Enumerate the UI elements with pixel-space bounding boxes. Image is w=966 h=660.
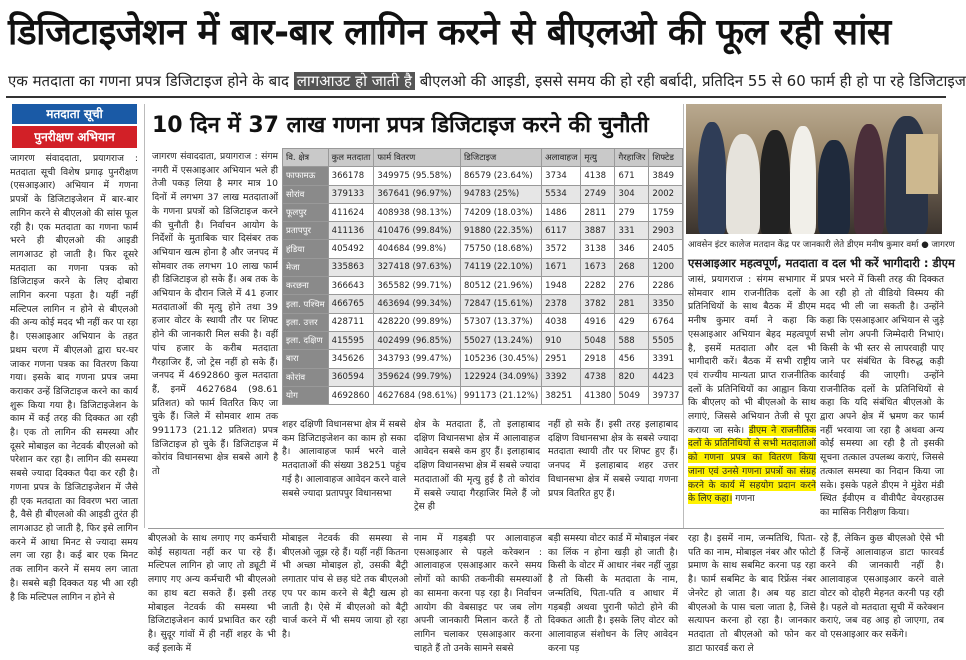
article-column-5-text: नहीं हो सके हैं। इसी तरह इलाहाबाद दक्षिण विधानसभा क्षेत्र के सबसे ज्यादा मतदाता स्थायी तौर पर शिफ्ट हुए हैं। जनपद में इलाहाबाद शहर उत्तर विधानसभा क्षेत्र में सबसे ज्यादा गणना प्रपत्र वितरित हुए हैं। xyxy=(548,419,678,499)
bottom-column-3-text: नाम में गड़बड़ी पर आलावाहज एसआइआर से पहले करेक्शन : आलावाहज एसआइआर करने समय लोगों को काफी तकनीकी समस्याओं का सामना करना पड़ रहा है। निर्वाचन आयोग की वेबसाइट पर जब लोग अपनी जानकारी मिलान करते हैं तो लागिन चलाकर एसआइआर करना चाहते हैं तो उनके सामने सबसे xyxy=(414,533,542,654)
table-cell: 366178 xyxy=(328,167,374,185)
constituency-name-cell: इला. दक्षिण xyxy=(283,331,329,349)
table-cell: 3887 xyxy=(581,222,615,240)
table-header-row xyxy=(283,149,683,167)
table-row xyxy=(283,313,683,331)
table-row xyxy=(283,331,683,349)
table-cell: 2951 xyxy=(542,350,581,368)
article-column-3-text: शहर दक्षिणी विधानसभा क्षेत्र में सबसे कम डिजिटाइजेशन का काम हो सका है। आलावाहज फार्म भरने वाले मतदाताओं की संख्या 38251 पहुंच गई है। आलावाहज आवेदन करने वाले सबसे ज्यादा प्रतापपुर विधानसभा xyxy=(282,419,406,499)
header-rule xyxy=(6,96,946,98)
table-cell: 5534 xyxy=(542,185,581,203)
article-column-3 xyxy=(282,418,406,526)
table-cell: 345626 xyxy=(328,350,374,368)
table-cell: 429 xyxy=(615,313,649,331)
table-cell: 991173 (21.12%) xyxy=(460,386,541,404)
section-tag-voter-list: मतदाता सूची xyxy=(12,104,137,124)
table-cell: 327418 (97.63%) xyxy=(374,258,461,276)
table-cell: 57307 (13.37%) xyxy=(460,313,541,331)
constituency-name-cell: करछना xyxy=(283,277,329,295)
table-cell: 1671 xyxy=(542,258,581,276)
table-cell: 415595 xyxy=(328,331,374,349)
table-cell: 3572 xyxy=(542,240,581,258)
constituency-name-cell: हंडिया xyxy=(283,240,329,258)
table-cell: 38251 xyxy=(542,386,581,404)
bottom-column-2-text: मोबाइल नेटवर्क की समस्या से बीएलओ जूझ रहे हैं। यहीं नहीं कितना भी अच्छा मोबाइल हो, उसकी बैट्री लगातार पांच से छह घंटे तक बीएलओ एप पर काम करने से बैट्री खत्म हो जाती है। ऐसे में बीएलओ को बैट्री चार्ज करने में भी समय जाया हो रहा है। xyxy=(282,533,408,640)
table-cell: 80512 (21.96%) xyxy=(460,277,541,295)
table-cell: 820 xyxy=(615,368,649,386)
table-cell: 349975 (95.58%) xyxy=(374,167,461,185)
bottom-column-5 xyxy=(688,532,816,658)
table-body xyxy=(283,167,683,405)
table-cell: 74119 (22.10%) xyxy=(460,258,541,276)
table-cell: 1673 xyxy=(581,258,615,276)
bottom-column-6 xyxy=(820,532,944,658)
table-cell: 4627684 (98.61%) xyxy=(374,386,461,404)
constituency-name-cell: मेजा xyxy=(283,258,329,276)
article-column-1-continued xyxy=(10,528,138,658)
table-cell: 335863 xyxy=(328,258,374,276)
table-cell: 55027 (13.24%) xyxy=(460,331,541,349)
bottom-column-6-text: रहे हैं, लेकिन कुछ बीएलओ ऐसे भी हैं जिन्हें आलावाहज डाटा फारवर्ड करने की जानकारी नहीं है। आलावाहज एसआइआर करने वाले वोटर को दोहरी मेहनत करनी पड़ रही है। पहले वो मतदाता सूची में करेक्शन कराएं, जब वह आइ हो जाएगा, तब वो एसआइआर कर सकेंगे। xyxy=(820,533,944,640)
constituency-name-cell: योग xyxy=(283,386,329,404)
news-photo xyxy=(686,104,942,234)
table-cell: 2378 xyxy=(542,295,581,313)
table-header-cell: शिफ्टेड xyxy=(649,149,683,167)
table-cell: 2749 xyxy=(581,185,615,203)
table-cell: 105236 (30.45%) xyxy=(460,350,541,368)
table-cell: 346 xyxy=(615,240,649,258)
table-cell: 2286 xyxy=(649,277,683,295)
bottom-column-1-text: बीएलओ के साथ लगाए गए कर्मचारी कोई सहायता नहीं कर पा रहे हैं। मल्टिपल लागिन हो जाए तो ड्यूटी में लगाए गए अन्य कर्मचारी भी बीएलओ का हाथ बटा सकते हैं। इसी तरह मोबाइल नेटवर्क की समस्या भी डिजिटाइजेशन कार्य प्रभावित कर रही है। सुदूर गांवों में ही नहीं शहर के भी कई इलाके में xyxy=(148,533,276,654)
table-cell: 4738 xyxy=(581,368,615,386)
table-cell: 94783 (25%) xyxy=(460,185,541,203)
table-cell: 91880 (22.35%) xyxy=(460,222,541,240)
table-cell: 456 xyxy=(615,350,649,368)
table-cell: 360594 xyxy=(328,368,374,386)
table-header-cell: अलावाहज xyxy=(542,149,581,167)
table-cell: 463694 (99.34%) xyxy=(374,295,461,313)
table-header-cell: कुल मतदाता xyxy=(328,149,374,167)
article-column-2-text: जागरण संवाददाता, प्रयागराज : संगम नगरी में एसआइआर अभियान भले ही तेजी पकड़ लिया है मगर मात्र 10 दिनों में लगभग 37 लाख मतदाताओं के गणना प्रपत्रों को डिजिटाइज करने की चुनौती है। निर्वाचन आयोग के निर्देशों के मुताबिक चार दिसंबर तक अभियान खत्म होना है और जनपद में सोमवार तक लगभग 10 लाख फार्म ही डिजिटाइज हो सके हैं। अब तक के अभियान के दौरान जिले में 41 हजार मतदाताओं की मृत्यु होने तथा 39 हजार वोटर के स्थायी तौर पर शिफ्ट होने की जानकारी मिल सकी है। वहीं पांच हजार के करीब मतदाता गैरहाजिर हैं, जो ट्रेस नहीं हो सके हैं। जनपद में 4692860 कुल मतदाता हैं, इनमें 4627684 (98.61 प्रतिशत) को फार्म वितरित किए जा चुके हैं। जिले में सोमवार शाम तक 991173 (21.12 प्रतिशत) प्रपत्र डिजिटाइज हो चुके हैं। डिजिटाइज में कोरांव विधानसभा क्षेत्र सबसे आगे है तो xyxy=(152,151,278,478)
table-cell: 402499 (96.85%) xyxy=(374,331,461,349)
table-cell: 1759 xyxy=(649,203,683,221)
table-cell: 5049 xyxy=(615,386,649,404)
table-cell: 331 xyxy=(615,222,649,240)
table-cell: 405492 xyxy=(328,240,374,258)
sidebar-column-1-text xyxy=(688,273,816,506)
sub-deck-text-1: एक मतदाता का गणना प्रपत्र डिजिटाइज होने के बाद xyxy=(8,72,294,90)
table-cell: 428711 xyxy=(328,313,374,331)
table-cell: 4138 xyxy=(581,167,615,185)
table-cell: 3849 xyxy=(649,167,683,185)
table-cell: 404684 (99.8%) xyxy=(374,240,461,258)
table-cell: 3350 xyxy=(649,295,683,313)
table-cell: 359624 (99.79%) xyxy=(374,368,461,386)
table-cell: 6117 xyxy=(542,222,581,240)
highlighted-quote: डीएम ने राजनीतिक दलों के प्रतिनिधियों से सभी मतदाताओं को गणना प्रपत्र का वितरण किया जाना एवं उनसे गणना प्रपत्रों का संग्रह करने के कार्य में सहयोग प्रदान करने के लिए कहा। xyxy=(688,424,817,505)
table-cell: 6764 xyxy=(649,313,683,331)
table-row xyxy=(283,350,683,368)
sub-deck-text-2: बीएलओ की आइडी, इससे समय की हो रही बर्बादी, प्रतिदिन 55 से 60 फार्म ही हो पा रहे डिजिटाइज xyxy=(414,72,966,90)
table-cell: 304 xyxy=(615,185,649,203)
table-header-cell: फार्म वितरण xyxy=(374,149,461,167)
main-headline: डिजिटाइजेशन में बार-बार लागिन करने से बीएलओ की फूल रही सांस xyxy=(8,12,891,53)
table-cell: 3392 xyxy=(542,368,581,386)
table-row xyxy=(283,185,683,203)
table-cell: 367641 (96.97%) xyxy=(374,185,461,203)
article-column-1-text: जागरण संवाददाता, प्रयागराज : मतदाता सूची विशेष प्रगाढ़ पुनरीक्षण (एसआइआर) अभियान में गणना प्रपत्रों के डिजिटाइजेशन में बार-बार लागिन करने से बीएलओ की सांस फूल रही है। एक मतदाता का गणना फार्म भरने ही बीएलओ की आइडी लागआउट हो जाती है। फिर दूसरे मतदाता का गणना पत्रक को डिजिटाइज करने के लिए दोबारा लागिन करना पड़ता है। यहीं नहीं मल्टिपल लागिन न होने से बीएलओ की अन्य कोई मदद भी नहीं कर पा रहा है। एसआइआर अभियान के तहत प्रथम चरण में बीएलओ द्वारा घर-घर जाकर गणना पत्रक का वितरण किया गया। इसके बाद गणना प्रपत्र जमा कराकर उन्हें डिजिटाइज करने का कार्य शुरू किया गया है। डिजिटाइजेशन के काम में कई तरह की दिक्कत आ रही है। एक तो लागिन की समस्या और दूसरे मोबाइल का नेटवर्क बीएलओ को परेशान कर रहा है। लागिन की समस्या सबसे ज्यादा दिक्कत पैदा कर रही है। गणना प्रपत्र के डिजिटाइजेशन में जैसे ही एक मतदाता का विवरण भरा जाता है, वैसे ही बीएलओ की आइडी तुरंत ही लागआउट हो जाती है, फिर इसे लागिन करने में आधा मिनट से ज्यादा समय लग जा रहा है। कई बार एक मिनट तक लागिन करने में समय लग जाता है। सबसे बड़ी दिक्कत यह भी आ रही है कि मल्टिपल लागिन न होने से xyxy=(10,153,138,603)
table-cell: 1200 xyxy=(649,258,683,276)
table-cell: 4038 xyxy=(542,313,581,331)
constituency-name-cell: कोरांव xyxy=(283,368,329,386)
table-cell: 2002 xyxy=(649,185,683,203)
table-cell: 466765 xyxy=(328,295,374,313)
table-cell: 410476 (99.84%) xyxy=(374,222,461,240)
table-cell: 2405 xyxy=(649,240,683,258)
constituency-name-cell: इला. पश्चिम xyxy=(283,295,329,313)
table-cell: 276 xyxy=(615,277,649,295)
table-cell: 41380 xyxy=(581,386,615,404)
article-column-4-text: क्षेत्र के मतदाता हैं, तो इलाहाबाद दक्षिण विधानसभा क्षेत्र में आलावाहज आवेदन सबसे कम हुए हैं। इलाहाबाद दक्षिण विधानसभा क्षेत्र में सबसे ज्यादा मतदाताओं की मृत्यु हुई है तो कोरांव में सबसे ज्यादा गैरहाजिर मिले हैं जो ट्रेस ही xyxy=(414,419,540,513)
table-cell: 588 xyxy=(615,331,649,349)
sub-deck xyxy=(8,70,966,92)
table-cell: 1948 xyxy=(542,277,581,295)
table-cell: 4423 xyxy=(649,368,683,386)
table-row xyxy=(283,277,683,295)
story-title: 10 दिन में 37 लाख गणना प्रपत्र डिजिटाइज करने की चुनौती xyxy=(152,113,649,138)
table-cell: 3782 xyxy=(581,295,615,313)
bottom-column-5-text: रहा है। इसमें नाम, जन्मतिथि, पिता-पति का नाम, मोबाइल नंबर और फोटो प्रमाण के साथ सबमिट करना पड़ रहा है। फार्म सबमिट के बाद रिफ्रेंस नंबर जेनरेट हो जाता है। अब यह डाटा बीएलओ के पास चला जाता है, जिसे सत्यापन करना हो रहा है। जानकार मतदाता तो बीएलओ को फोन कर डाटा फारवर्ड करा ले xyxy=(688,533,816,654)
table-row xyxy=(283,240,683,258)
table-cell: 5505 xyxy=(649,331,683,349)
table-row xyxy=(283,386,683,404)
table-cell: 5048 xyxy=(581,331,615,349)
column-divider xyxy=(683,104,684,528)
table-cell: 4916 xyxy=(581,313,615,331)
table-cell: 3391 xyxy=(649,350,683,368)
table-cell: 281 xyxy=(615,295,649,313)
bottom-column-2 xyxy=(282,532,408,658)
bottom-column-1 xyxy=(148,532,276,658)
article-column-2 xyxy=(152,150,278,522)
table-header-cell: वि. क्षेत्र xyxy=(283,149,329,167)
sidebar-text-tail: गणना xyxy=(732,493,755,505)
table-cell: 365582 (99.71%) xyxy=(374,277,461,295)
constituency-name-cell: फाफामऊ xyxy=(283,167,329,185)
constituency-name-cell: सोरांव xyxy=(283,185,329,203)
table-cell: 366643 xyxy=(328,277,374,295)
table-cell: 39737 xyxy=(649,386,683,404)
sidebar-text-intro: जासं, प्रयागराज : संगम सभागार में सोमवार शाम राजनीतिक दलों के प्रतिनिधियों के साथ बैठक में डीएम मनीष कुमार वर्मा ने कहा कि एसआइआर अभियान बेहद महत्वपूर्ण है, इसमें मतदाता और दल भी भागीदारी करें। बैठक में सभी राष्ट्रीय एवं राज्यीय मान्यता प्राप्त राजनीतिक दलों के प्रतिनिधियों का आह्वान किया कि बीएलए को भी बीएलओ के साथ लगाएं, जिससे अभियान तेजी से पूरा कराया जा सके। xyxy=(688,274,816,436)
table-cell: 411136 xyxy=(328,222,374,240)
sidebar-column-2 xyxy=(820,273,944,527)
photo-caption: आवसेन इंटर कालेज मतदान केंद्र पर जानकारी लेते डीएम मनीष कुमार वर्मा ● जागरण xyxy=(688,240,955,250)
table-cell: 3734 xyxy=(542,167,581,185)
table-cell: 671 xyxy=(615,167,649,185)
table-cell: 1486 xyxy=(542,203,581,221)
table-cell: 72847 (15.61%) xyxy=(460,295,541,313)
bottom-rule xyxy=(148,528,944,529)
table-cell: 2282 xyxy=(581,277,615,295)
table-cell: 75750 (18.68%) xyxy=(460,240,541,258)
table-cell: 2918 xyxy=(581,350,615,368)
table-row xyxy=(283,203,683,221)
constituency-data-table xyxy=(282,148,680,406)
table-cell: 86579 (23.64%) xyxy=(460,167,541,185)
sidebar-story-heading: एसआइआर महत्वपूर्ण, मतदाता व दल भी करें भागीदारी : डीएम xyxy=(688,256,955,270)
table-cell: 122924 (34.09%) xyxy=(460,368,541,386)
constituency-name-cell: प्रतापपुर xyxy=(283,222,329,240)
table-cell: 3138 xyxy=(581,240,615,258)
bottom-column-4-text: बड़ी समस्या वोटर कार्ड में मोबाइल नंबर का लिंक न होना खड़ी हो जाती है। किसी के वोटर में आधार नंबर नहीं जुड़ा है तो किसी के मतदाता के नाम, जन्मतिथि, पिता-पति व आधार में गड़बड़ी अथवा पुरानी फोटो होने की दिक्कत आती है। इसके लिए वोटर को आलावाहज संशोधन के लिए आवेदन करना पड़ xyxy=(548,533,678,654)
table-row xyxy=(283,222,683,240)
table-cell: 379133 xyxy=(328,185,374,203)
table-cell: 268 xyxy=(615,258,649,276)
bottom-column-3 xyxy=(414,532,542,658)
table-cell: 411624 xyxy=(328,203,374,221)
sidebar-column-2-text: प्रपत्र भरने में किसी तरह की दिक्कत आ रही हो तो वीडियो विस्मय की मदद भी ली जा सकती है। उन्होंने कहा कि एसआइआर अभियान से जुड़े सभी लोग अपनी जिम्मेदारी निभाएं। किसी के भी स्तर से लापरवाही पाए जाने पर संबंधित के विरुद्ध कड़ी कार्रवाई की जाएगी। उन्होंने राजनीतिक दलों के प्रतिनिधियों से कहा कि यदि संबंधित बीएलओ के द्वारा अपने क्षेत्र में भ्रमण कर फार्म नहीं भरवाया जा रहा है अथवा अन्य कोई समस्या आ रही है तो इसकी सूचना तत्काल उपलब्ध कराएं, जिससे तत्काल समस्या का निदान किया जा सके। इसके पहले डीएम ने मुंडेरा मंडी स्थित ईवीएम व वीवीपैट वेयरहाउस का मासिक निरीक्षण किया। xyxy=(820,274,944,518)
table-header-cell: मृत्यु xyxy=(581,149,615,167)
table-row xyxy=(283,368,683,386)
table-row xyxy=(283,258,683,276)
table-cell: 910 xyxy=(542,331,581,349)
table-cell: 2811 xyxy=(581,203,615,221)
data-table xyxy=(282,148,683,405)
column-divider xyxy=(144,104,145,528)
table-header-cell: गैरहाजिर xyxy=(615,149,649,167)
bottom-column-4 xyxy=(548,532,678,658)
table-cell: 408938 (98.13%) xyxy=(374,203,461,221)
article-column-4 xyxy=(414,418,540,526)
table-cell: 4692860 xyxy=(328,386,374,404)
sidebar-column-1 xyxy=(688,273,816,527)
table-row xyxy=(283,167,683,185)
table-cell: 74209 (18.03%) xyxy=(460,203,541,221)
table-cell: 279 xyxy=(615,203,649,221)
table-header-cell: डिजिटाइज xyxy=(460,149,541,167)
table-cell: 343793 (99.47%) xyxy=(374,350,461,368)
sub-deck-highlight: लागआउट हो जाती है xyxy=(294,72,415,90)
constituency-name-cell: बारा xyxy=(283,350,329,368)
constituency-name-cell: फूलपुर xyxy=(283,203,329,221)
table-cell: 428220 (99.89%) xyxy=(374,313,461,331)
article-column-5 xyxy=(548,418,678,526)
table-row xyxy=(283,295,683,313)
article-column-1 xyxy=(10,152,138,603)
table-cell: 2903 xyxy=(649,222,683,240)
section-tag-revision-campaign: पुनरीक्षण अभियान xyxy=(12,126,137,148)
constituency-name-cell: इला. उत्तर xyxy=(283,313,329,331)
